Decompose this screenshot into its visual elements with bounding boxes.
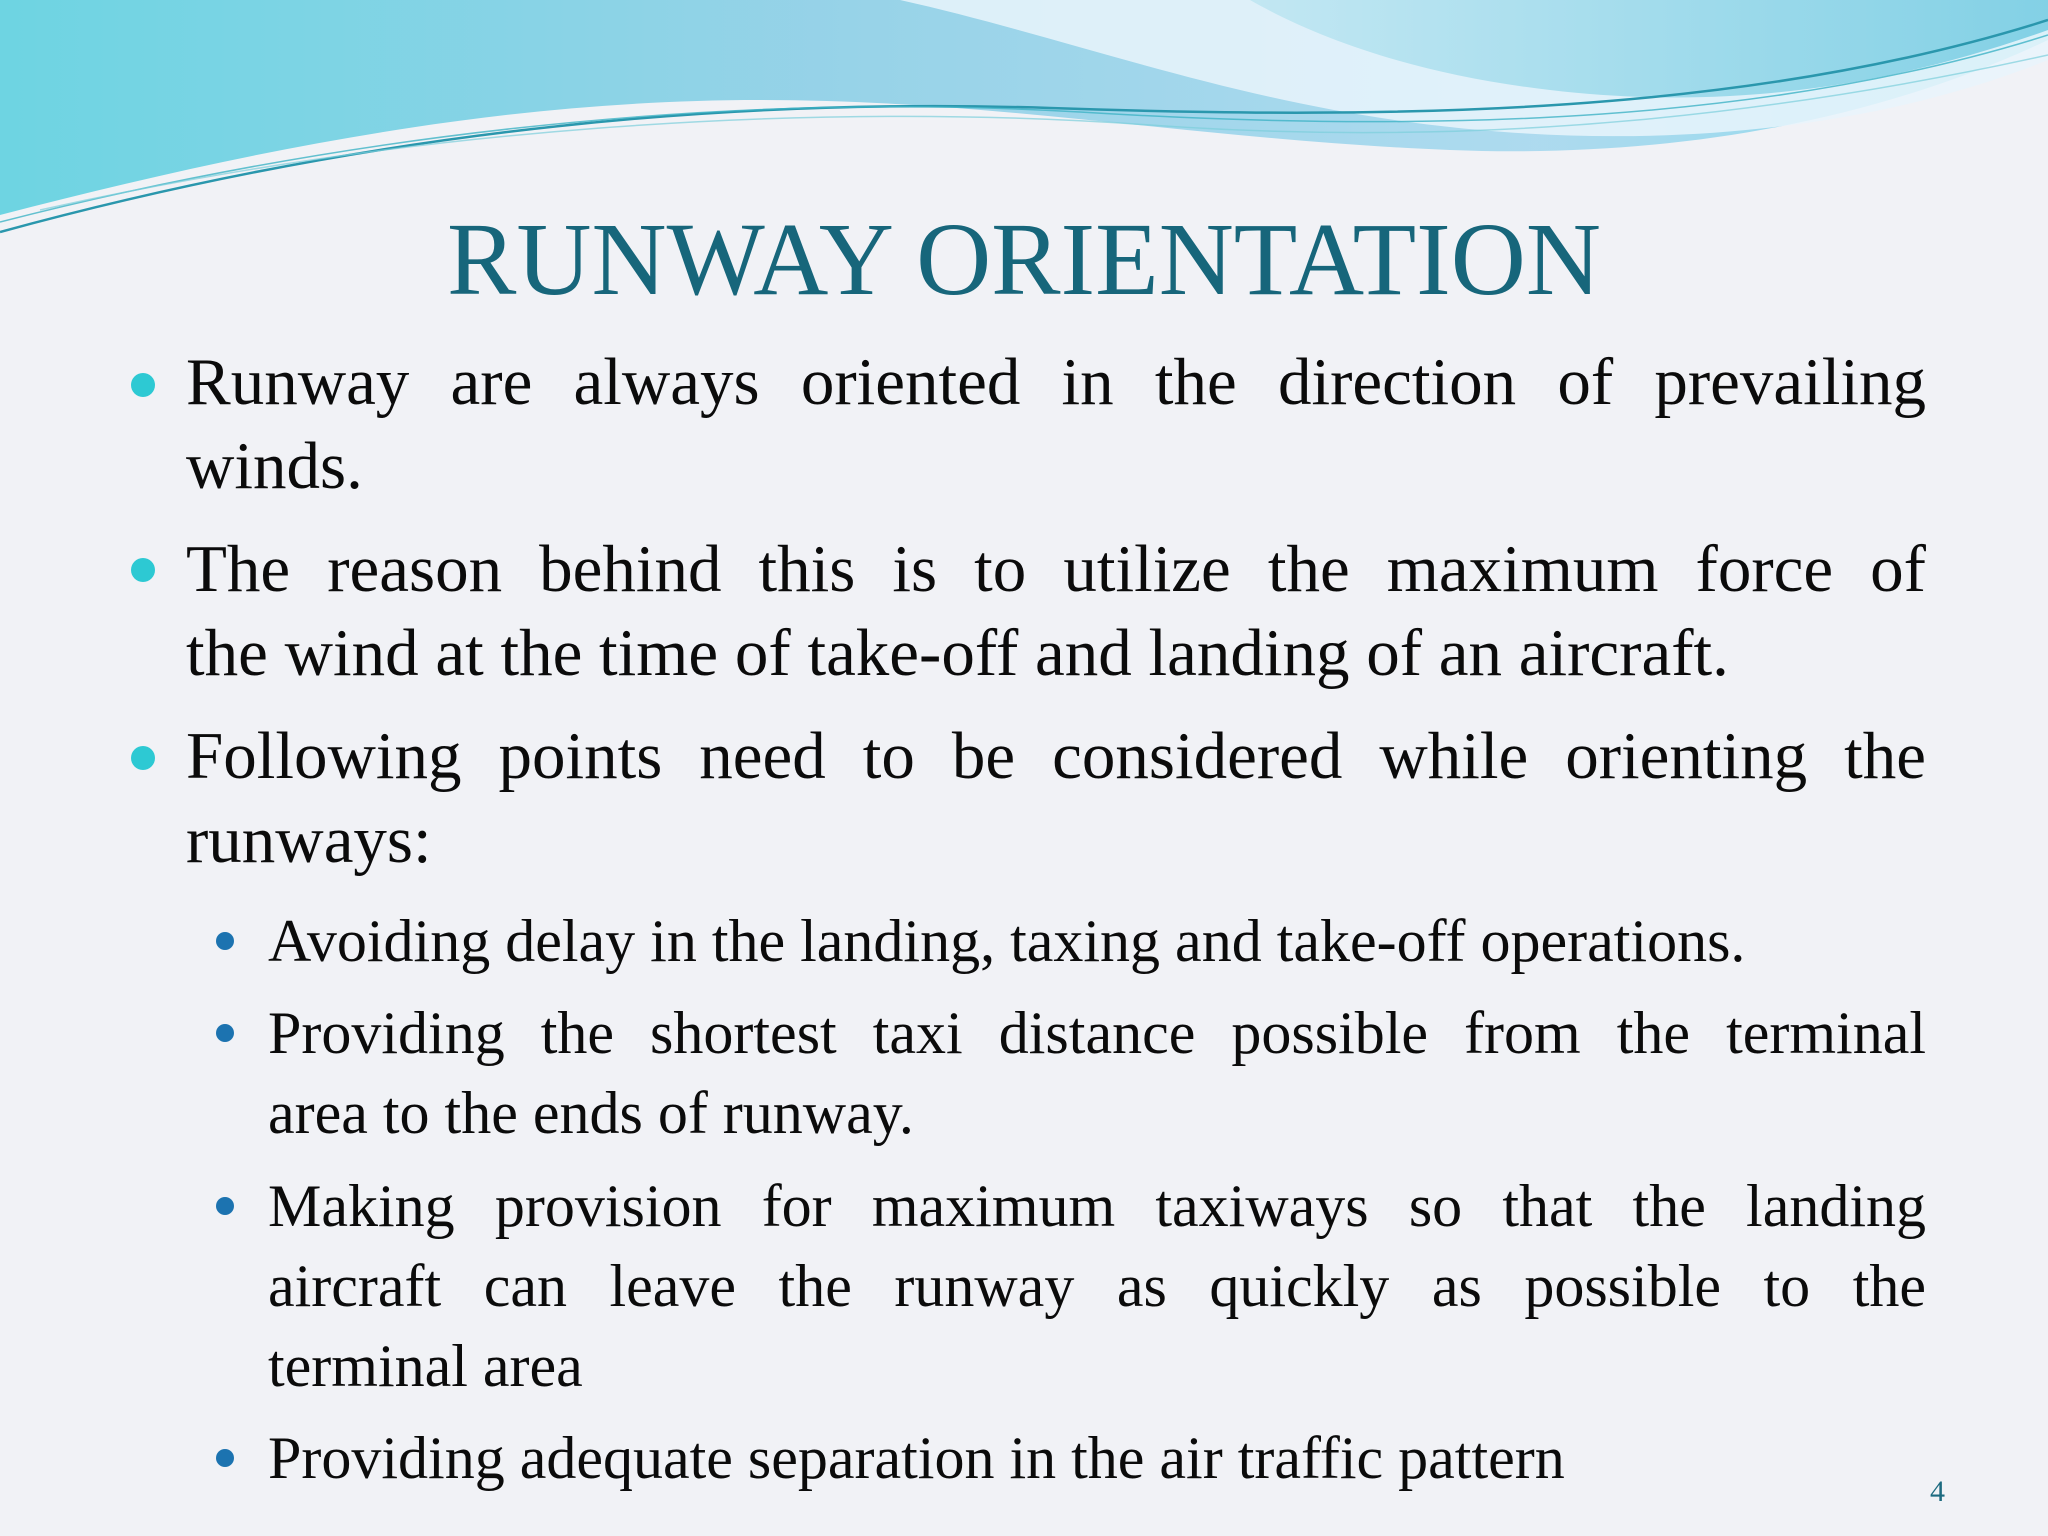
bullet-item xyxy=(186,714,1926,882)
bullet-text-line: winds. xyxy=(186,429,363,503)
bullet-text-line: Runway are always oriented in the direction of prevailing xyxy=(186,345,1926,419)
slide-title: RUNWAY ORIENTATION xyxy=(447,202,1601,317)
bullet-text-line: Following points need to be considered while orienting the xyxy=(186,719,1926,793)
bullet-text-line: the wind at the time of take-off and landing of an aircraft. xyxy=(186,616,1729,690)
bullet-text-line: runways: xyxy=(186,803,432,877)
bullet-text-line: Avoiding delay in the landing, taxing and take-off operations. xyxy=(268,908,1746,974)
bullet-item xyxy=(186,340,1926,508)
sub-bullet-item xyxy=(268,1166,1926,1406)
sub-bullet-dot-icon xyxy=(216,1197,234,1215)
bullet-text-line: aircraft can leave the runway as quickly as possible to the xyxy=(268,1253,1926,1319)
bullet-text-line: Providing the shortest taxi distance possible from the terminal xyxy=(268,1000,1926,1066)
bullet-item xyxy=(186,527,1926,695)
bullet-dot-icon xyxy=(131,746,155,770)
sub-bullet-dot-icon xyxy=(216,932,234,950)
bullet-text-line: terminal area xyxy=(268,1333,583,1399)
bullet-text-line: Making provision for maximum taxiways so that the landing xyxy=(268,1173,1926,1239)
sub-bullet-item xyxy=(268,1418,1926,1498)
sub-bullet-item xyxy=(268,901,1926,981)
sub-bullet-item xyxy=(268,993,1926,1153)
bullet-text-line: Providing adequate separation in the air traffic pattern xyxy=(268,1425,1565,1491)
bullet-dot-icon xyxy=(131,373,155,397)
sub-bullet-dot-icon xyxy=(216,1024,234,1042)
bullet-text-line: The reason behind this is to utilize the maximum force of xyxy=(186,532,1926,606)
page-number: 4 xyxy=(1930,1475,1945,1508)
bullet-dot-icon xyxy=(131,558,155,582)
bullet-text-line: area to the ends of runway. xyxy=(268,1080,914,1146)
sub-bullet-dot-icon xyxy=(216,1449,234,1467)
